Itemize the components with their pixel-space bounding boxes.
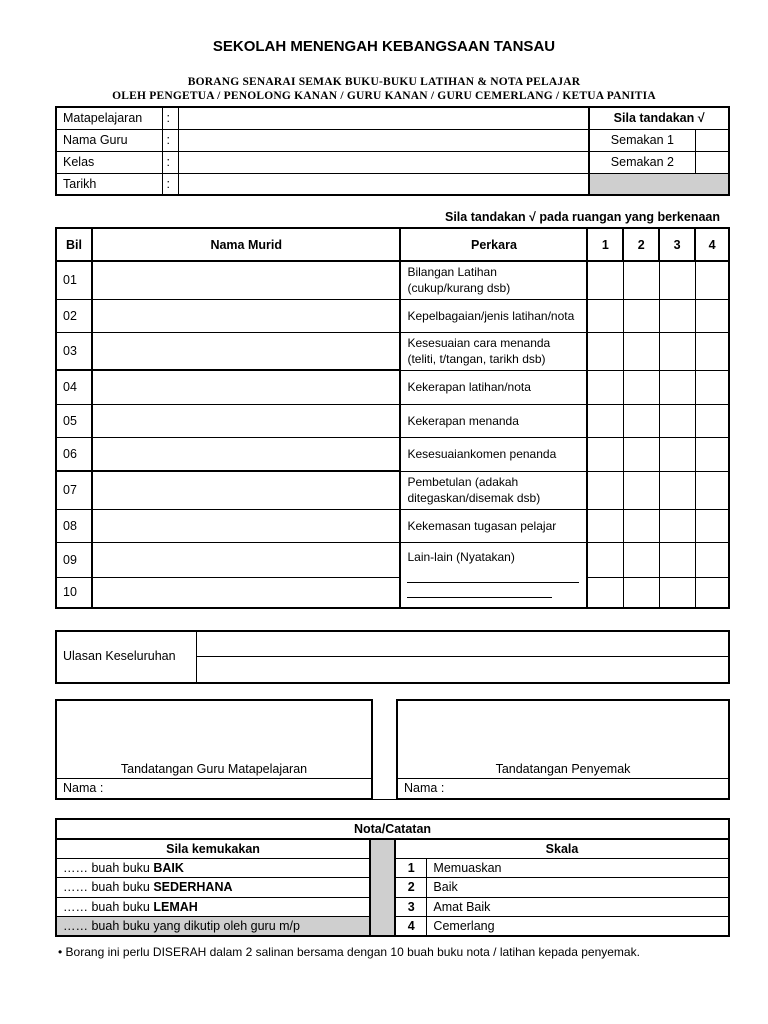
perkara-text: ditegaskan/disemak dsb) (407, 491, 541, 505)
nota-item: …… buah buku yang dikutip oleh guru m/p (56, 917, 370, 937)
check-cell-2[interactable] (623, 261, 659, 299)
nama-murid-input[interactable] (92, 370, 401, 404)
nota-item: …… buah buku BAIK (56, 858, 370, 878)
form-subtitle: OLEH PENGETUA / PENOLONG KANAN / GURU KANAN / GURU CEMERLANG / KETUA PANITIA (112, 90, 656, 102)
info-table (55, 106, 730, 196)
header-col-1: 1 (587, 228, 623, 261)
divider (57, 778, 371, 779)
checklist-row (56, 261, 729, 299)
check-cell-2[interactable] (623, 299, 659, 332)
header-bil: Bil (56, 228, 92, 261)
perkara-text: Kesesuaiankomen penanda (407, 447, 557, 461)
header-nama-murid: Nama Murid (92, 228, 401, 261)
colon: : (163, 107, 179, 129)
check-cell-3[interactable] (659, 299, 695, 332)
check-cell-4[interactable] (695, 370, 729, 404)
nota-right-header: Skala (395, 839, 729, 859)
check-cell-4[interactable] (695, 577, 729, 608)
signature-penyemak-area[interactable] (398, 701, 728, 759)
check-cell-4[interactable] (695, 299, 729, 332)
check-cell-3[interactable] (659, 332, 695, 370)
header-col-3: 3 (659, 228, 695, 261)
scale-label: Baik (427, 878, 729, 898)
check-cell-2[interactable] (623, 370, 659, 404)
nama-murid-input[interactable] (92, 404, 401, 437)
ulasan-input-2[interactable] (198, 657, 728, 682)
perkara-text: Kekerapan latihan/nota (407, 380, 531, 394)
scale-label: Memuaskan (427, 858, 729, 878)
nama-murid-input[interactable] (92, 299, 401, 332)
perkara-cell (400, 261, 587, 299)
checklist-table (55, 227, 730, 609)
nota-left-header: Sila kemukakan (56, 839, 370, 859)
colon: : (163, 151, 179, 173)
field-label: Matapelajaran (56, 107, 163, 129)
check-cell-4[interactable] (695, 437, 729, 471)
colon: : (163, 173, 179, 195)
perkara-cell (400, 404, 587, 437)
nama-murid-input[interactable] (92, 542, 401, 577)
perkara-text: (cukup/kurang dsb) (407, 281, 511, 296)
bil-cell: 03 (56, 332, 92, 370)
tick-instruction: Sila tandakan √ pada ruangan yang berkenaan (445, 210, 720, 224)
perkara-cell (400, 299, 587, 332)
checklist-row (56, 577, 729, 608)
header-col-4: 4 (695, 228, 729, 261)
signature-penyemak-label: Tandatangan Penyemak (495, 762, 631, 776)
signature-penyemak-box (396, 699, 730, 800)
check-cell-2[interactable] (623, 332, 659, 370)
nama-guru-input[interactable] (179, 129, 589, 151)
scale-num: 4 (395, 917, 427, 937)
perkara-cell (400, 437, 587, 471)
check-cell-1[interactable] (587, 261, 623, 299)
nota-table (55, 818, 730, 937)
bil-cell: 01 (56, 261, 92, 299)
check-cell-2[interactable] (623, 577, 659, 608)
perkara-text: Lain-lain (Nyatakan) (407, 549, 515, 564)
check-cell-2[interactable] (623, 542, 659, 577)
check-cell-2[interactable] (623, 471, 659, 509)
check-cell-2[interactable] (623, 437, 659, 471)
signature-guru-area[interactable] (57, 701, 371, 759)
header-perkara: Perkara (400, 228, 587, 261)
perkara-text: Kekerapan menanda (407, 413, 519, 428)
ulasan-input-1[interactable] (198, 632, 728, 656)
check-cell-1[interactable] (587, 437, 623, 471)
kelas-input[interactable] (179, 151, 589, 173)
check-cell-3[interactable] (659, 471, 695, 509)
blank-line[interactable] (407, 583, 552, 598)
ulasan-label: Ulasan Keseluruhan (63, 649, 176, 663)
check-cell-4[interactable] (695, 542, 729, 577)
field-label: Nama Guru (56, 129, 163, 151)
checklist-row (56, 509, 729, 542)
nama-murid-input[interactable] (92, 261, 401, 299)
semakan1-label: Semakan 1 (589, 129, 695, 151)
nama-penyemak-label: Nama : (404, 781, 445, 795)
check-cell-3[interactable] (659, 437, 695, 471)
check-cell-1[interactable] (587, 471, 623, 509)
check-cell-1[interactable] (587, 542, 623, 577)
tick-header: Sila tandakan √ (589, 107, 729, 129)
checklist-row (56, 471, 729, 509)
perkara-text: Kesesuaian cara menanda (407, 336, 551, 350)
check-cell-4[interactable] (695, 261, 729, 299)
check-cell-3[interactable] (659, 542, 695, 577)
check-cell-1[interactable] (587, 577, 623, 608)
checklist-row (56, 404, 729, 437)
tarikh-input[interactable] (179, 173, 589, 195)
perkara-text: Bilangan Latihan (407, 265, 497, 280)
check-cell-1[interactable] (587, 509, 623, 542)
bil-cell: 09 (56, 542, 92, 577)
check-cell-3[interactable] (659, 370, 695, 404)
divider (398, 778, 728, 779)
perkara-cell (400, 332, 587, 370)
nama-murid-input[interactable] (92, 509, 401, 542)
form-title: BORANG SENARAI SEMAK BUKU-BUKU LATIHAN & NOTA PELAJAR (187, 76, 581, 88)
check-cell-1[interactable] (587, 332, 623, 370)
ulasan-box (55, 630, 730, 684)
blank-line[interactable] (407, 568, 579, 583)
bullet-icon: • (58, 945, 63, 959)
nota-item: …… buah buku SEDERHANA (56, 878, 370, 898)
header-col-2: 2 (623, 228, 659, 261)
check-cell-3[interactable] (659, 509, 695, 542)
scale-num: 1 (395, 858, 427, 878)
scale-num: 2 (395, 878, 427, 898)
check-cell-4[interactable] (695, 471, 729, 509)
bil-cell: 05 (56, 404, 92, 437)
check-cell-1[interactable] (587, 299, 623, 332)
check-cell-4[interactable] (695, 509, 729, 542)
check-cell-2[interactable] (623, 509, 659, 542)
semakan2-checkbox[interactable] (695, 151, 729, 173)
checklist-row (56, 437, 729, 471)
bil-cell: 04 (56, 370, 92, 404)
perkara-cell (400, 370, 587, 404)
check-cell-1[interactable] (587, 370, 623, 404)
scale-label: Cemerlang (427, 917, 729, 937)
perkara-text: (teliti, t/tangan, tarikh dsb) (407, 352, 546, 366)
nama-guru-label: Nama : (63, 781, 104, 795)
perkara-cell (400, 509, 587, 542)
scale-label: Amat Baik (427, 897, 729, 917)
check-cell-2[interactable] (623, 404, 659, 437)
perkara-text: Pembetulan (adakah (407, 475, 519, 489)
semakan1-checkbox[interactable] (695, 129, 729, 151)
checklist-row (56, 542, 729, 577)
nama-murid-input[interactable] (92, 437, 401, 471)
signature-guru-label: Tandatangan Guru Matapelajaran (120, 762, 308, 776)
semakan2-label: Semakan 2 (589, 151, 695, 173)
check-cell-3[interactable] (659, 577, 695, 608)
bil-cell: 02 (56, 299, 92, 332)
check-cell-4[interactable] (695, 404, 729, 437)
school-name: SEKOLAH MENENGAH KEBANGSAAN TANSAU (212, 38, 556, 55)
bil-cell: 06 (56, 437, 92, 471)
scale-num: 3 (395, 897, 427, 917)
check-cell-3[interactable] (659, 261, 695, 299)
nama-murid-input[interactable] (92, 577, 401, 608)
gray-cell (589, 173, 729, 195)
divider (196, 632, 197, 682)
perkara-text: Kepelbagaian/jenis latihan/nota (407, 308, 575, 323)
divider (373, 799, 396, 800)
perkara-text: Kekemasan tugasan pelajar (407, 518, 557, 533)
perkara-cell (400, 471, 587, 509)
checklist-row (56, 332, 729, 370)
bil-cell: 08 (56, 509, 92, 542)
matapelajaran-input[interactable] (179, 107, 589, 129)
gray-column (370, 839, 395, 937)
check-cell-3[interactable] (659, 404, 695, 437)
check-cell-1[interactable] (587, 404, 623, 437)
perkara-cell (400, 542, 587, 608)
check-cell-4[interactable] (695, 332, 729, 370)
field-label: Kelas (56, 151, 163, 173)
footer-note: • Borang ini perlu DISERAH dalam 2 salinan bersama dengan 10 buah buku nota / latihan kepada penyemak. (58, 945, 640, 959)
bil-cell: 07 (56, 471, 92, 509)
field-label: Tarikh (56, 173, 163, 195)
checklist-row (56, 299, 729, 332)
nota-item: …… buah buku LEMAH (56, 897, 370, 917)
nama-murid-input[interactable] (92, 471, 401, 509)
signature-guru-box (55, 699, 373, 800)
colon: : (163, 129, 179, 151)
nama-murid-input[interactable] (92, 332, 401, 370)
checklist-row (56, 370, 729, 404)
bil-cell: 10 (56, 577, 92, 608)
nota-title: Nota/Catatan (56, 819, 729, 839)
